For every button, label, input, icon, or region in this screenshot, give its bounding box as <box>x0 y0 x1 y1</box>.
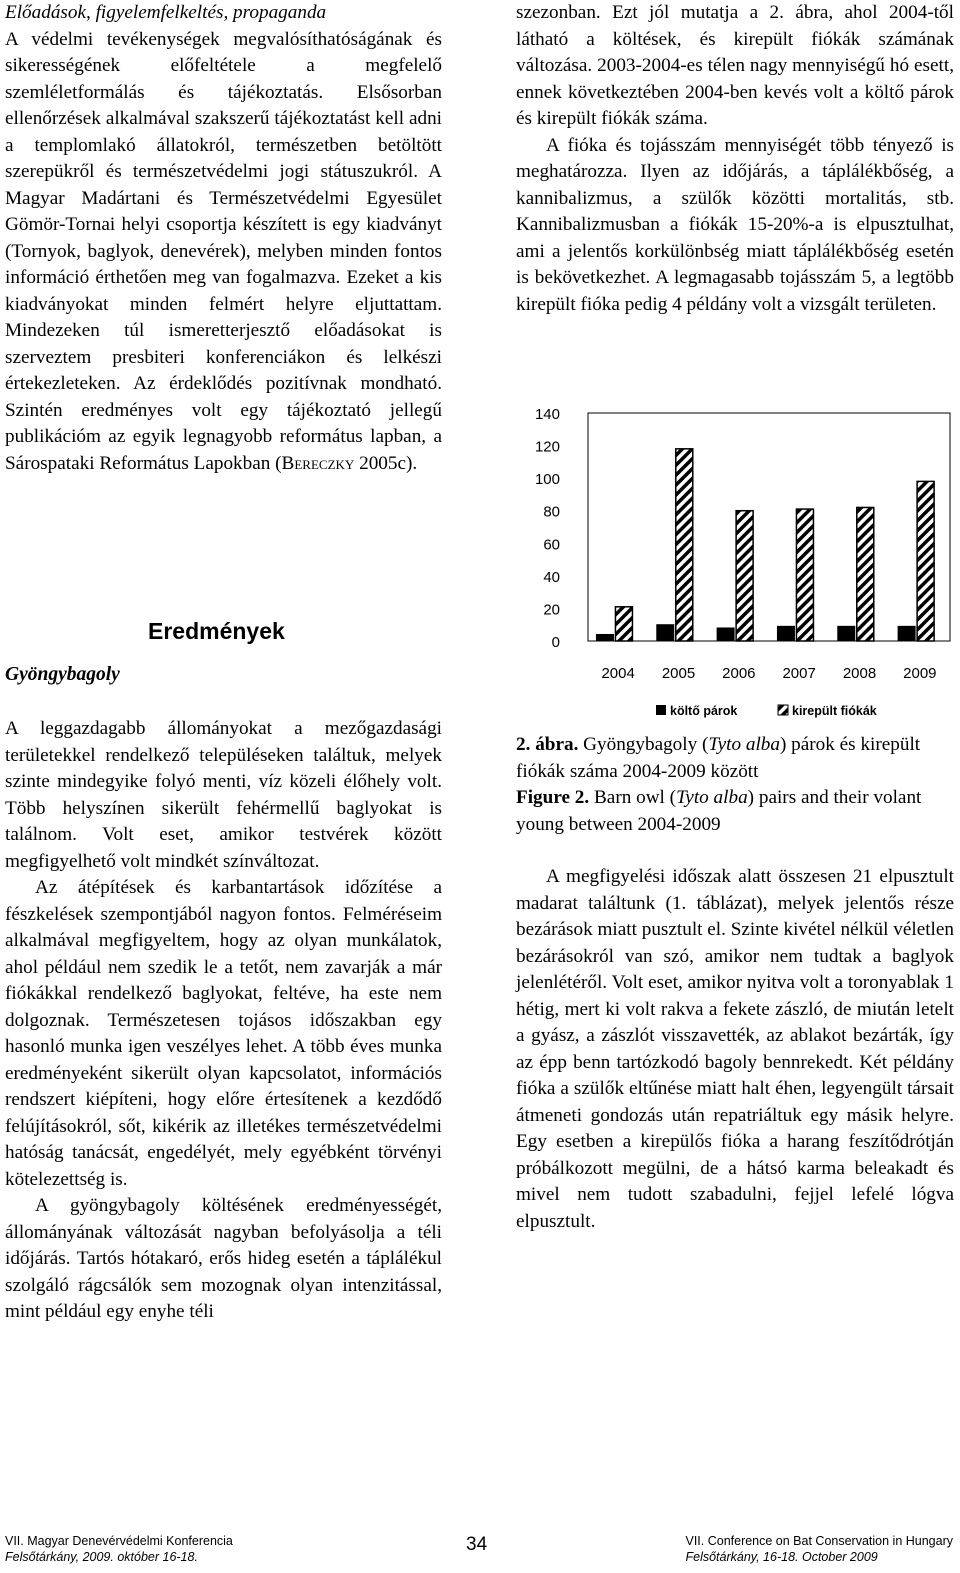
right-column-lower <box>516 864 954 1235</box>
x-tick-label: 2007 <box>782 665 816 682</box>
page-number: 34 <box>466 1534 488 1555</box>
left-column <box>5 0 442 477</box>
paragraph: Az átépítések és karbantartások időzítése a fészkelések szempontjából nagyon fontos. Felméréseim alkalmával megfigyeltem, hogy az olyan munkálatok, ahol például nem szedik le a tetőt, nem zavarják a már fiókákkal rendelkező baglyokat, feltéve, ha este nem dolgoznak. Természetesen tojásos időszakban egy hasonló munka igen veszélyes lehet. A több éves munka eredményeként sikerült olyan kapcsolatot, információs rendszert kiépíteni, hogy előre értesítenek a kezdődő felújításokról, sőt, kikérik az illetékes természetvédelmi hatóság tanácsát, engedélyét, mely egyébként törvényi kötelezettség is. <box>5 877 442 1190</box>
x-tick-label: 2004 <box>601 665 635 682</box>
footer-left <box>5 1533 233 1565</box>
y-tick-label: 60 <box>543 536 560 554</box>
paragraph: szezonban. Ezt jól mutatja a 2. ábra, ahol 2004-től látható a költések, és kirepült fiókák számának változása. 2003-2004-es télen nagy mennyiségű hó esett, ennek következtében 2004-ben kevés volt a költő párok és kirepült fiókák száma. <box>516 2 954 129</box>
bar-fledglings <box>857 507 874 641</box>
bar-breeding-pairs <box>717 628 734 641</box>
paragraph: A gyöngybagoly költésének eredményességét, állományának változását nagyban befolyásolja a téli időjárás. Tartós hótakaró, erős hideg esetén a táplálékul szolgáló rágcsálók sem mozognak olyan intenzitással, mint például egy enyhe téli <box>5 1195 442 1322</box>
y-tick-label: 100 <box>534 471 560 489</box>
caption-hu-label: 2. ábra. <box>516 734 579 755</box>
y-tick-label: 120 <box>534 438 560 456</box>
bar-fledglings <box>615 607 632 641</box>
citation-year: 2005c). <box>354 452 418 474</box>
bar-breeding-pairs <box>838 626 855 641</box>
footer-conference-hu: VII. Magyar Denevérvédelmi Konferencia <box>5 1534 233 1548</box>
bar-chart <box>516 395 960 730</box>
x-tick-label: 2009 <box>903 665 937 682</box>
bar-fledglings <box>676 449 693 641</box>
paragraph: A megfigyelési időszak alatt összesen 21 elpusztult madarat találtunk (1. táblázat), melyek jelentős része bezárások miatt pusztult el. Szinte kivétel nélkül véletlen bezárásokról van szó, amikor nem tudtak a baglyok jelenlétéről. Volt eset, amikor nyitva volt a toronyablak 1 hétig, mert ki volt rakva a fekete zászló, de miután letelt a gyász, a zászlót visszavették, az ablakot bezárták, így az épp benn tartózkodó bagoly bennrekedt. Két példány fióka a szülők eltűnése miatt halt éhen, legyengült társait átmeneti gondozás után repatriáltuk egy másik helyre. Egy esetben a kirepülős fióka a harang feszítődrótján próbálkozott megülni, de a hátsó karma beleakadt és mivel nem tudott szabadulni, fejjel lefelé lógva elpusztult. <box>516 866 954 1232</box>
right-column <box>516 0 954 318</box>
y-tick-label: 140 <box>534 406 560 423</box>
paragraph: A leggazdagabb állományokat a mezőgazdasági területekkel rendelkező településeken találtuk, melyek szinte mindegyike folyó menti, víz közeli élőhely volt. Több helyszínen sikerült fehérmellű baglyokat is találnom. Volt eset, amikor testvérek között megfigyelhető volt mindkét színváltozat. <box>5 718 442 872</box>
caption-en-label: Figure 2. <box>516 787 590 808</box>
caption-species: Tyto alba <box>708 734 780 755</box>
y-tick-label: 80 <box>543 503 560 521</box>
species-heading: Gyöngybagoly <box>5 664 120 685</box>
bar-breeding-pairs <box>657 625 674 641</box>
y-tick-label: 20 <box>543 601 560 619</box>
left-column-lower <box>5 716 442 1326</box>
paragraph: A fióka és tojásszám mennyiségét több tényező is meghatározza. Ilyen az időjárás, a táplálékbőség, a kannibalizmus, a szülők közötti mortalitás, stb. Kannibalizmusban a fiókák 15-20%-a is elpusztulhat, ami a jelentős korkülönbség miatt táplálékbőség esetén is bekövetkezhet. A legmagasabb tojásszám 5, a legtöbb kirepült fióka pedig 4 példány volt a vizsgált területen. <box>516 134 954 315</box>
footer-venue-hu: Felsőtárkány, 2009. október 16-18. <box>5 1550 198 1564</box>
section-heading: Előadások, figyelemfelkeltés, propaganda <box>5 2 327 23</box>
legend-label-breeding-pairs: költő párok <box>670 704 738 718</box>
bar-fledglings <box>917 481 934 641</box>
figure-caption <box>516 732 954 838</box>
footer-conference-en: VII. Conference on Bat Conservation in Hungary <box>685 1534 953 1548</box>
page-footer <box>0 1533 960 1573</box>
caption-species: Tyto alba <box>676 787 748 808</box>
bar-breeding-pairs <box>596 634 613 641</box>
x-tick-label: 2006 <box>722 665 756 682</box>
legend-swatch-breeding-pairs <box>656 705 666 715</box>
caption-text: ) párok és kirepült fiókák száma 2004-2009 között <box>516 734 921 782</box>
bar-breeding-pairs <box>777 626 794 641</box>
bar-fledglings <box>736 511 753 641</box>
plot-frame <box>588 413 950 641</box>
legend-label-fledglings: kirepült fiókák <box>792 704 877 718</box>
caption-text: Barn owl ( <box>589 787 677 808</box>
footer-venue-en: Felsőtárkány, 16-18. October 2009 <box>685 1550 878 1564</box>
x-tick-label: 2008 <box>842 665 877 682</box>
footer-right <box>685 1533 953 1565</box>
legend-swatch-fledglings <box>778 705 788 715</box>
x-tick-label: 2005 <box>661 665 696 682</box>
y-tick-label: 40 <box>543 568 560 586</box>
bar-fledglings <box>796 509 813 641</box>
bar-breeding-pairs <box>898 626 915 641</box>
caption-text: Gyöngybagoly ( <box>578 734 709 755</box>
caption-text: ) pairs and their volant young between 2004-2009 <box>516 787 922 835</box>
paragraph-text: A védelmi tevékenységek megvalósíthatóságának és sikerességének előfeltétele a megfelelő szemléletformálás és tájékoztatás. Elsősorban ellenőrzések alkalmával szakszerű tájékoztatást kell adni a templomlakó állatokról, természetben betöltött szerepükről és természetvédelmi jogi státuszukról. A Magyar Madártani és Természetvédelmi Egyesület Gömör-Tornai helyi csoportja készített is egy kiadványt (Tornyok, baglyok, denevérek), melyben minden fontos információ érthetően meg van fogalmazva. Ezeket a kis kiadványokat minden felmért helyre eljuttattam. Mindezeken túl ismeretterjesztő előadásokat is szerveztem presbiteri konferenciákon és lelkészi értekezleteken. Az érdeklődés pozitívnak mondható. Szintén eredményes volt egy tájékoztató jellegű publikációm az egyik legnagyobb református lapban, a Sárospataki Református Lapokban ( <box>5 28 442 474</box>
results-heading: Eredmények <box>148 618 285 644</box>
citation-author: Bereczky <box>281 452 355 474</box>
caption-hu <box>516 732 954 785</box>
caption-en <box>516 785 954 838</box>
y-tick-label: 0 <box>551 634 560 651</box>
paragraph <box>5 27 442 478</box>
